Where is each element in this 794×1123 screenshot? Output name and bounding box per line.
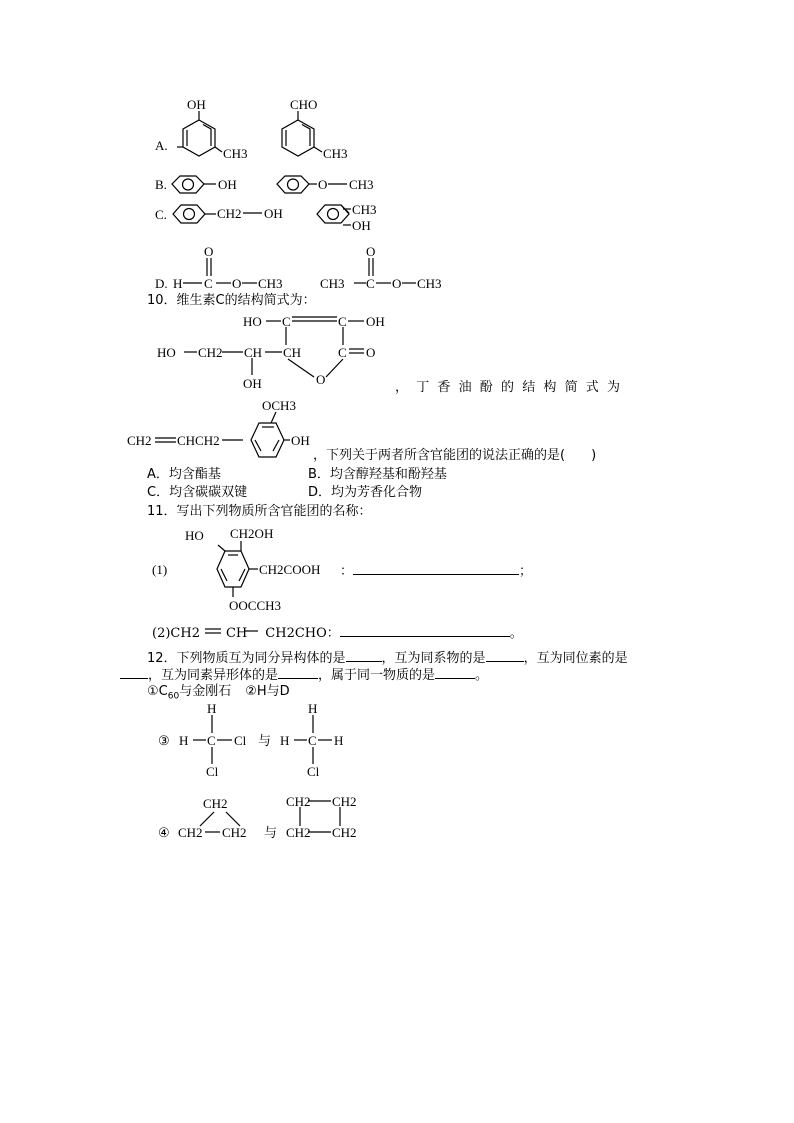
atom-label: C — [282, 314, 291, 329]
q12-text: ，属于同一物质的是 — [318, 668, 436, 683]
atom-label: CH3 — [349, 177, 374, 192]
atom-label: CH2 — [286, 794, 311, 809]
q12-blank-allotrope[interactable] — [278, 666, 318, 679]
atom-label: C — [338, 314, 347, 329]
q12-item4-connector: 与 — [264, 826, 278, 841]
atom-label: CH2COOH — [259, 562, 321, 577]
q11-item2-blank[interactable] — [340, 624, 510, 637]
atom-label: CH2CHO — [265, 626, 327, 641]
atom-label: HO — [157, 345, 176, 360]
atom-label: C — [207, 733, 216, 748]
atom-label: OH — [291, 433, 310, 448]
atom-label: CH2 — [198, 345, 223, 360]
atom-label: H — [179, 733, 189, 748]
q12-item3-connector: 与 — [258, 734, 272, 749]
atom-label: Cl — [307, 764, 320, 779]
atom-label: HO — [243, 314, 262, 329]
atom-label: CH2 — [222, 825, 247, 840]
atom-label: CH2 — [286, 825, 311, 840]
q12-items-line — [147, 684, 290, 705]
atom-label: O — [232, 276, 242, 291]
q11-item1-colon: ： — [340, 564, 354, 579]
q12-text: 。 — [475, 668, 489, 683]
atom-label: CH3 — [352, 202, 377, 217]
atom-label: HO — [185, 528, 204, 543]
q10-option-c: C．均含碳碳双键 — [147, 485, 248, 500]
atom-label: CH2OH — [230, 526, 274, 541]
benzene-ring-c-left — [173, 205, 205, 223]
q12-blank-isomer[interactable] — [346, 649, 382, 662]
atom-label: OH — [243, 376, 262, 391]
q12-line1 — [147, 649, 628, 667]
q12-blank-isotope[interactable] — [120, 666, 148, 679]
atom-label: CH3 — [223, 146, 248, 161]
atom-label: CH2 — [178, 825, 203, 840]
atom-label: CH — [225, 626, 248, 641]
atom-label: CH3 — [323, 146, 348, 161]
q11-item1-answer-line — [340, 562, 532, 580]
atom-label: CH2 — [203, 796, 228, 811]
q11-benzene-ring — [217, 551, 249, 587]
atom-label: Cl — [206, 764, 219, 779]
q11-item2-label: (2) — [152, 626, 171, 641]
q12-text: 12．下列物质互为同分异构体的是 — [147, 651, 346, 666]
atom-label: O — [204, 244, 214, 259]
q12-item1: ①C — [147, 684, 168, 699]
atom-label: C — [338, 345, 347, 360]
atom-label: CH — [244, 345, 263, 360]
atom-label: CH2 — [332, 825, 357, 840]
option-a-label: A. — [155, 138, 168, 153]
eugenol-benzene-ring — [251, 423, 284, 457]
q12-text: ，互为同位素的是 — [523, 651, 628, 666]
atom-label: C — [204, 276, 213, 291]
atom-label: OH — [264, 206, 283, 221]
atom-label: OCH3 — [262, 398, 296, 413]
option-b-label: B. — [155, 177, 167, 192]
atom-label: C — [366, 276, 375, 291]
benzene-ring-a-right — [282, 120, 314, 156]
atom-label: CH2 — [217, 206, 242, 221]
atom-label: OH — [366, 314, 385, 329]
q11-item2-end: 。 — [509, 626, 523, 641]
atom-label: O — [316, 372, 326, 387]
q12-item4-label: ④ — [158, 825, 170, 840]
q12-blank-homolog[interactable] — [486, 649, 524, 662]
q10-stem-end: ，下列关于两者所含官能团的说法正确的是( ) — [313, 448, 597, 463]
atom-label: CH3 — [417, 276, 442, 291]
q11-item2-line — [152, 624, 523, 642]
option-c-label: C. — [155, 207, 167, 222]
atom-label: OOCCH3 — [229, 598, 282, 613]
atom-label: O — [392, 276, 402, 291]
q12-item2: ②H与D — [245, 684, 290, 699]
atom-label: OH — [187, 97, 206, 112]
q11-item1-blank[interactable] — [353, 562, 519, 575]
atom-label: O — [366, 244, 376, 259]
q12-item3-label: ③ — [158, 733, 170, 748]
q11-item1-label: (1) — [152, 562, 168, 577]
atom-label: CHCH2 — [177, 433, 220, 448]
option-d-label: D. — [155, 276, 168, 291]
atom-label: CH3 — [258, 276, 283, 291]
atom-label: C — [308, 733, 317, 748]
q10-option-d: D．均为芳香化合物 — [308, 485, 423, 500]
atom-label: H — [280, 733, 290, 748]
atom-label: H — [334, 733, 344, 748]
q12-text: ，互为同素异形体的是 — [148, 668, 279, 683]
atom-label: O — [366, 345, 376, 360]
atom-label: CH2 — [127, 433, 152, 448]
atom-label: CHO — [290, 97, 318, 112]
q12-blank-same[interactable] — [435, 666, 475, 679]
q11-stem: 11．写出下列物质所含官能团的名称： — [147, 504, 372, 519]
q12-item1-rest: 与金刚石 — [179, 684, 232, 699]
benzene-ring-a-left — [183, 120, 215, 156]
atom-label: H — [308, 701, 318, 716]
q12-line2 — [120, 666, 488, 684]
atom-label: OH — [352, 218, 371, 233]
q11-item1-end: ； — [519, 564, 533, 579]
q10-option-b: B．均含醇羟基和酚羟基 — [308, 467, 447, 482]
atom-label: H — [173, 276, 183, 291]
q10-option-a: A．均含酯基 — [147, 467, 221, 482]
atom-label: H — [207, 701, 217, 716]
atom-label: OH — [218, 177, 237, 192]
q10-stem-intro: 10．维生素C的结构简式为： — [147, 293, 316, 308]
atom-label: CH2 — [332, 794, 357, 809]
atom-label: CH — [283, 345, 302, 360]
q11-item2-colon: ： — [326, 626, 340, 641]
q12-text: ，互为同系物的是 — [381, 651, 486, 666]
q10-stem-mid: ，丁香油酚的结构简式为 — [395, 380, 629, 395]
atom-label: CH2 — [170, 626, 200, 641]
atom-label: O — [318, 177, 328, 192]
atom-label: Cl — [234, 733, 247, 748]
q12-item1-sub: 60 — [167, 691, 180, 702]
atom-label: CH3 — [320, 276, 345, 291]
